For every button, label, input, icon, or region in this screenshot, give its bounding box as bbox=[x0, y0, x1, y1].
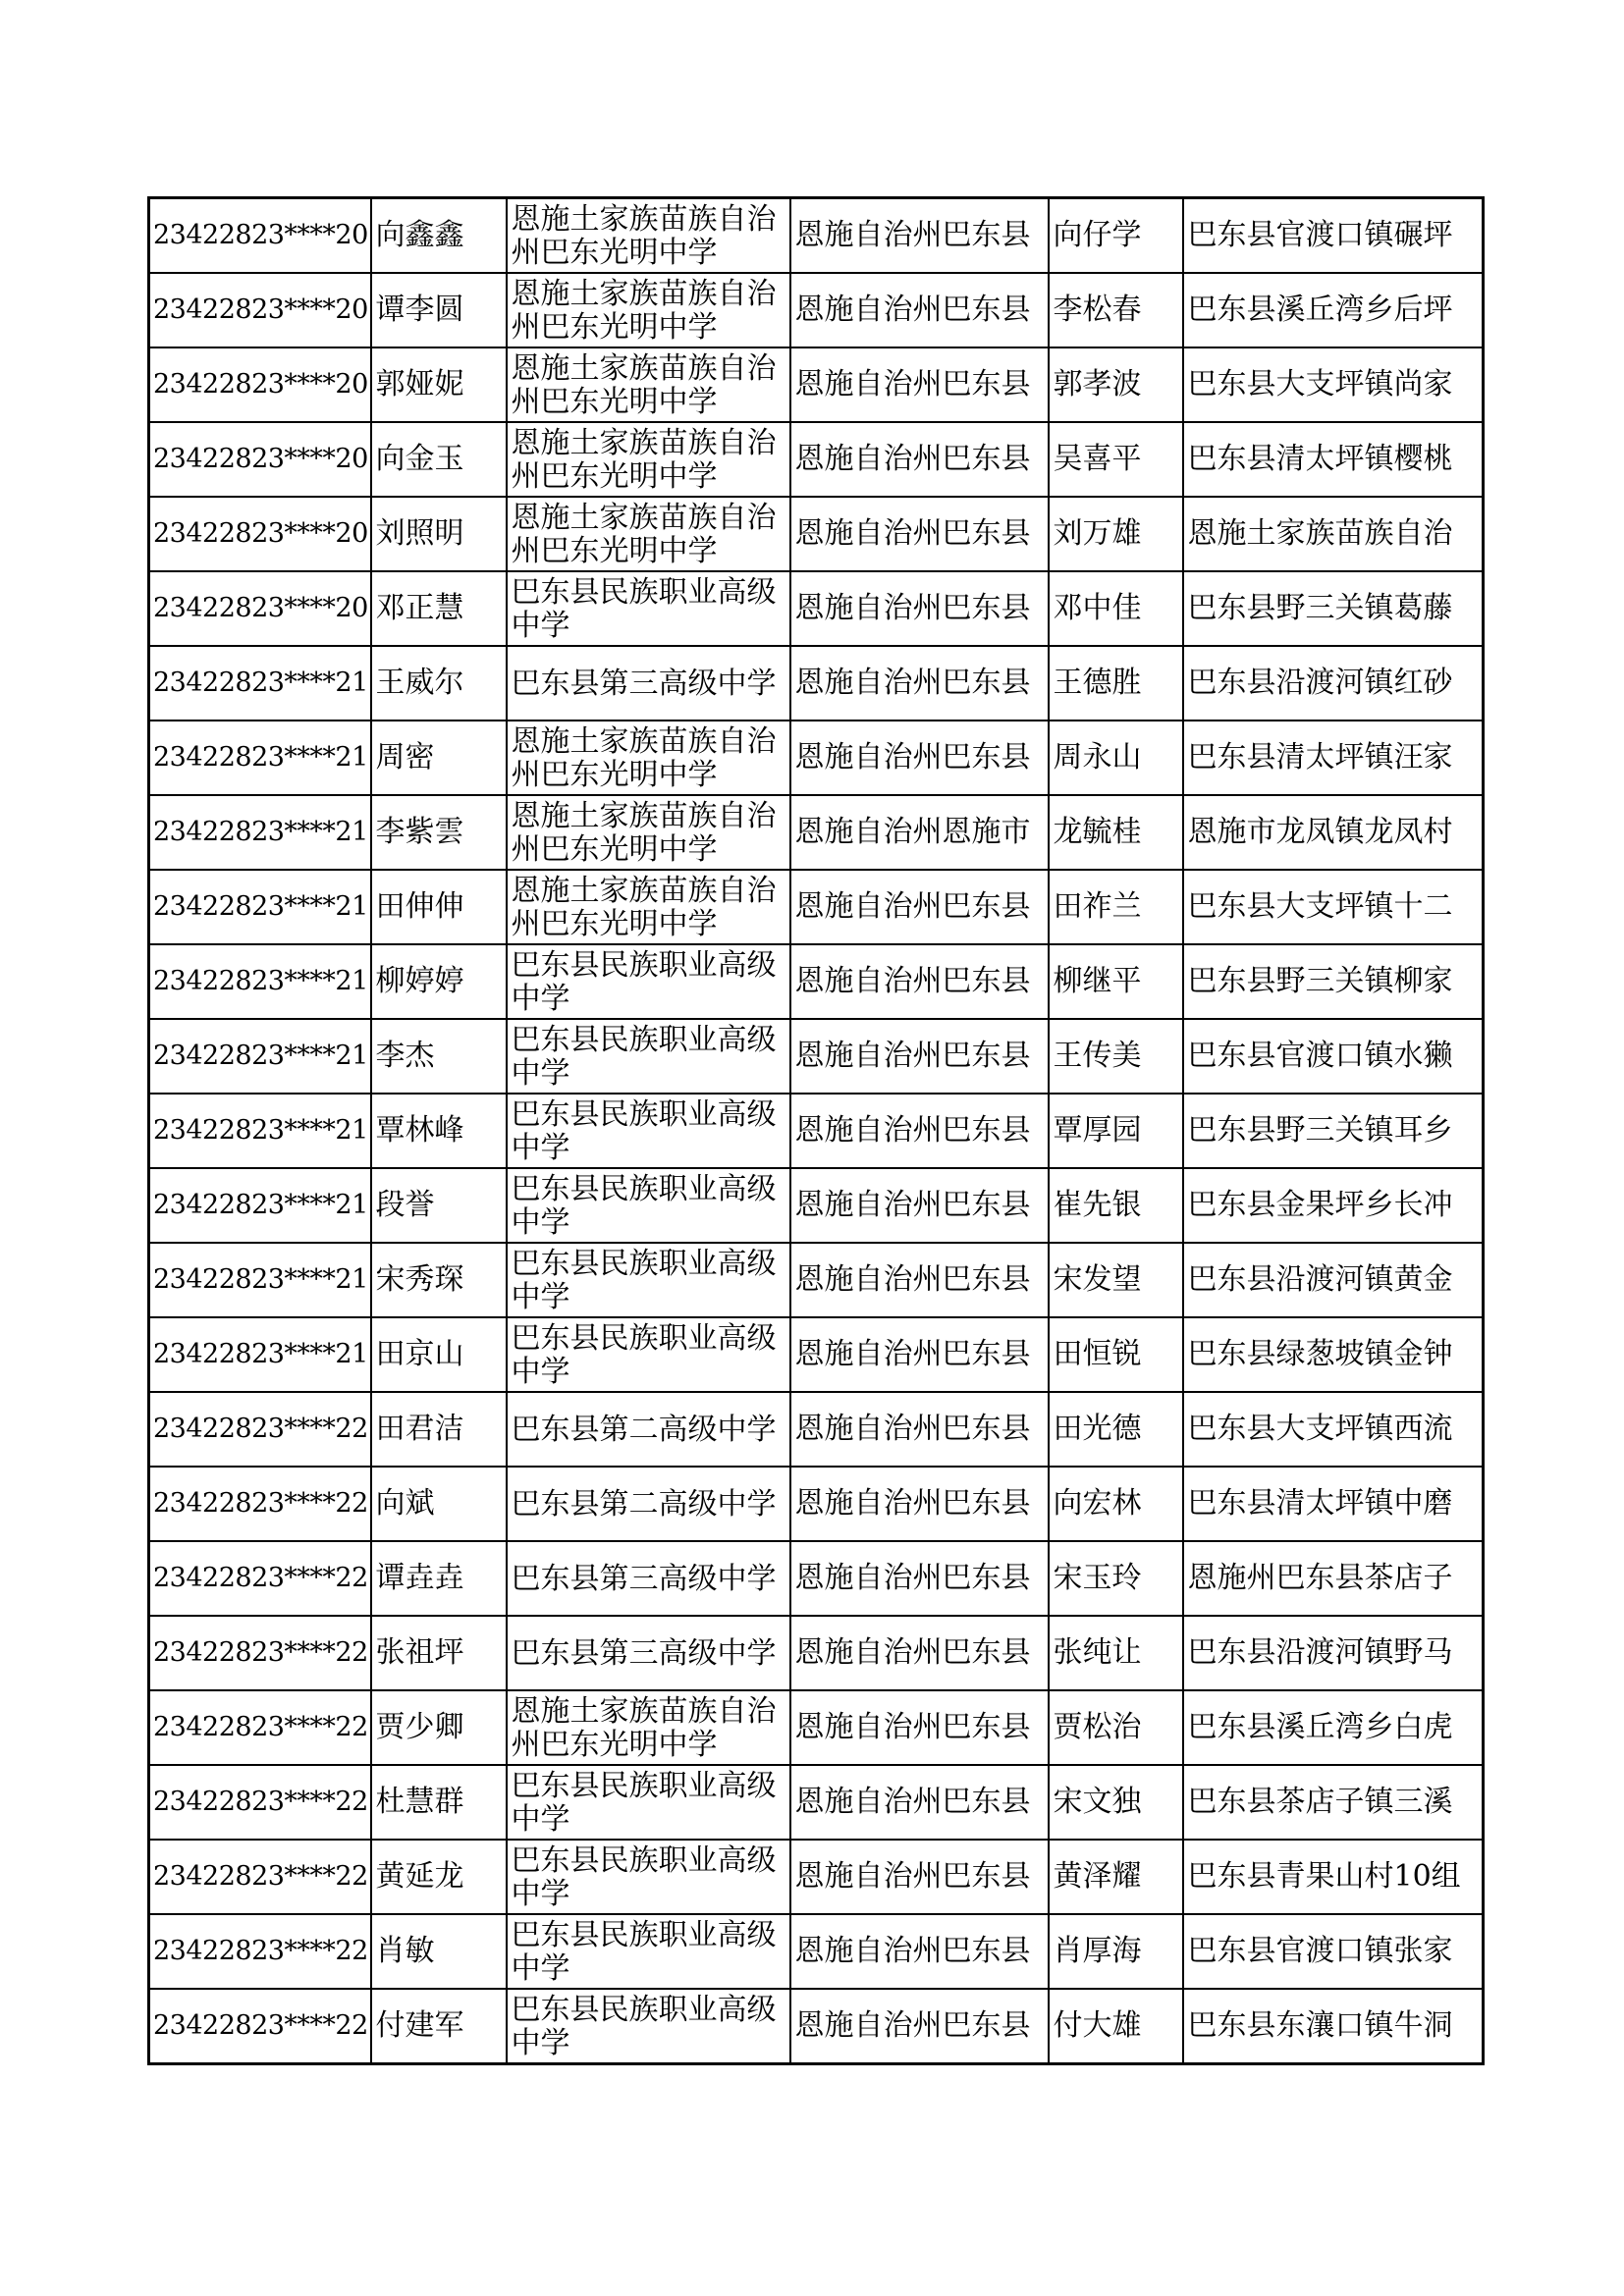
student-id-cell: 23422823****22 bbox=[149, 1616, 371, 1690]
school-line: 恩施土家族苗族自治 bbox=[511, 351, 777, 386]
school-cell bbox=[507, 571, 790, 646]
student-name-cell: 刘照明 bbox=[371, 497, 507, 571]
school-cell bbox=[507, 1019, 790, 1094]
region-cell: 恩施自治州巴东县 bbox=[790, 347, 1049, 422]
school-line: 巴东县民族职业高级 bbox=[511, 575, 777, 610]
address-cell: 恩施市龙凤镇龙凤村 bbox=[1183, 795, 1484, 870]
guardian-cell: 刘万雄 bbox=[1049, 497, 1183, 571]
table-row bbox=[149, 1840, 1484, 1914]
student-name-cell: 柳婷婷 bbox=[371, 944, 507, 1019]
school-line: 巴东县民族职业高级 bbox=[511, 1993, 777, 2027]
guardian-cell: 张纯让 bbox=[1049, 1616, 1183, 1690]
region-cell: 恩施自治州巴东县 bbox=[790, 1019, 1049, 1094]
guardian-cell: 肖厚海 bbox=[1049, 1914, 1183, 1989]
guardian-cell: 向宏林 bbox=[1049, 1467, 1183, 1541]
school-cell bbox=[507, 1840, 790, 1914]
region-cell: 恩施自治州巴东县 bbox=[790, 721, 1049, 795]
guardian-cell: 龙毓桂 bbox=[1049, 795, 1183, 870]
school-line: 巴东县民族职业高级 bbox=[511, 1918, 777, 1952]
region-cell: 恩施自治州巴东县 bbox=[790, 1243, 1049, 1317]
school-line: 州巴东光明中学 bbox=[511, 832, 718, 867]
region-cell: 恩施自治州巴东县 bbox=[790, 1914, 1049, 1989]
guardian-cell: 田光德 bbox=[1049, 1392, 1183, 1467]
school-cell bbox=[507, 646, 790, 721]
student-name-cell: 李紫雲 bbox=[371, 795, 507, 870]
address-cell: 巴东县沿渡河镇红砂 bbox=[1183, 646, 1484, 721]
address-cell: 巴东县青果山村10组 bbox=[1183, 1840, 1484, 1914]
school-line: 恩施土家族苗族自治 bbox=[511, 874, 777, 908]
region-cell: 恩施自治州巴东县 bbox=[790, 1989, 1049, 2064]
school-line: 巴东县民族职业高级 bbox=[511, 1023, 777, 1057]
guardian-cell: 李松春 bbox=[1049, 273, 1183, 347]
guardian-cell: 向仔学 bbox=[1049, 198, 1183, 274]
student-name-cell: 田伸伸 bbox=[371, 870, 507, 944]
table-row bbox=[149, 1765, 1484, 1840]
table-row bbox=[149, 1392, 1484, 1467]
school-line: 中学 bbox=[511, 1056, 570, 1091]
school-line: 中学 bbox=[511, 1280, 570, 1314]
school-line: 中学 bbox=[511, 1877, 570, 1911]
table-row bbox=[149, 1317, 1484, 1392]
address-cell: 巴东县茶店子镇三溪 bbox=[1183, 1765, 1484, 1840]
school-cell bbox=[507, 721, 790, 795]
table-body bbox=[149, 198, 1484, 2064]
region-cell: 恩施自治州巴东县 bbox=[790, 1392, 1049, 1467]
school-line: 中学 bbox=[511, 609, 570, 643]
student-id-cell: 23422823****21 bbox=[149, 1243, 371, 1317]
school-line: 巴东县民族职业高级 bbox=[511, 1097, 777, 1132]
address-cell: 巴东县大支坪镇十二 bbox=[1183, 870, 1484, 944]
region-cell: 恩施自治州巴东县 bbox=[790, 422, 1049, 497]
student-name-cell: 郭娅妮 bbox=[371, 347, 507, 422]
school-line: 巴东县民族职业高级 bbox=[511, 948, 777, 983]
school-line: 巴东县第三高级中学 bbox=[511, 667, 777, 701]
student-name-cell: 贾少卿 bbox=[371, 1690, 507, 1765]
student-id-cell: 23422823****20 bbox=[149, 273, 371, 347]
student-id-cell: 23422823****20 bbox=[149, 347, 371, 422]
region-cell: 恩施自治州巴东县 bbox=[790, 1765, 1049, 1840]
table-row bbox=[149, 1168, 1484, 1243]
school-line: 巴东县民族职业高级 bbox=[511, 1769, 777, 1803]
guardian-cell: 宋玉玲 bbox=[1049, 1541, 1183, 1616]
region-cell: 恩施自治州巴东县 bbox=[790, 1690, 1049, 1765]
school-line: 州巴东光明中学 bbox=[511, 1728, 718, 1762]
school-line: 巴东县民族职业高级 bbox=[511, 1321, 777, 1356]
table-row bbox=[149, 870, 1484, 944]
address-cell: 巴东县野三关镇葛藤 bbox=[1183, 571, 1484, 646]
table-row bbox=[149, 1989, 1484, 2064]
address-cell: 巴东县溪丘湾乡白虎 bbox=[1183, 1690, 1484, 1765]
student-name-cell: 邓正慧 bbox=[371, 571, 507, 646]
table-row bbox=[149, 1094, 1484, 1168]
school-cell bbox=[507, 795, 790, 870]
address-cell: 巴东县大支坪镇尚家 bbox=[1183, 347, 1484, 422]
school-cell bbox=[507, 1467, 790, 1541]
guardian-cell: 田恒锐 bbox=[1049, 1317, 1183, 1392]
student-id-cell: 23422823****21 bbox=[149, 1094, 371, 1168]
school-cell bbox=[507, 198, 790, 274]
student-name-cell: 周密 bbox=[371, 721, 507, 795]
address-cell: 恩施土家族苗族自治 bbox=[1183, 497, 1484, 571]
school-line: 恩施土家族苗族自治 bbox=[511, 426, 777, 460]
guardian-cell: 王传美 bbox=[1049, 1019, 1183, 1094]
address-cell: 恩施州巴东县茶店子 bbox=[1183, 1541, 1484, 1616]
table-row bbox=[149, 422, 1484, 497]
address-cell: 巴东县沿渡河镇野马 bbox=[1183, 1616, 1484, 1690]
address-cell: 巴东县清太坪镇樱桃 bbox=[1183, 422, 1484, 497]
address-cell: 巴东县野三关镇耳乡 bbox=[1183, 1094, 1484, 1168]
student-name-cell: 田京山 bbox=[371, 1317, 507, 1392]
student-id-cell: 23422823****21 bbox=[149, 1317, 371, 1392]
guardian-cell: 郭孝波 bbox=[1049, 347, 1183, 422]
table-row bbox=[149, 273, 1484, 347]
guardian-cell: 黄泽耀 bbox=[1049, 1840, 1183, 1914]
student-id-cell: 23422823****22 bbox=[149, 1914, 371, 1989]
guardian-cell: 宋发望 bbox=[1049, 1243, 1183, 1317]
region-cell: 恩施自治州巴东县 bbox=[790, 198, 1049, 274]
table-row bbox=[149, 1467, 1484, 1541]
school-cell bbox=[507, 1168, 790, 1243]
region-cell: 恩施自治州巴东县 bbox=[790, 870, 1049, 944]
school-line: 巴东县民族职业高级 bbox=[511, 1843, 777, 1878]
school-line: 巴东县民族职业高级 bbox=[511, 1247, 777, 1281]
student-name-cell: 谭李圆 bbox=[371, 273, 507, 347]
student-id-cell: 23422823****21 bbox=[149, 721, 371, 795]
school-line: 巴东县第三高级中学 bbox=[511, 1562, 777, 1596]
student-id-cell: 23422823****21 bbox=[149, 1019, 371, 1094]
student-name-cell: 王威尔 bbox=[371, 646, 507, 721]
table-row bbox=[149, 646, 1484, 721]
region-cell: 恩施自治州巴东县 bbox=[790, 646, 1049, 721]
school-line: 州巴东光明中学 bbox=[511, 236, 718, 270]
region-cell: 恩施自治州巴东县 bbox=[790, 571, 1049, 646]
student-name-cell: 向鑫鑫 bbox=[371, 198, 507, 274]
table-row bbox=[149, 1541, 1484, 1616]
school-line: 巴东县民族职业高级 bbox=[511, 1172, 777, 1206]
school-cell bbox=[507, 1541, 790, 1616]
school-line: 州巴东光明中学 bbox=[511, 310, 718, 345]
student-table bbox=[147, 196, 1485, 2065]
student-name-cell: 肖敏 bbox=[371, 1914, 507, 1989]
region-cell: 恩施自治州巴东县 bbox=[790, 1168, 1049, 1243]
student-id-cell: 23422823****21 bbox=[149, 795, 371, 870]
school-cell bbox=[507, 1094, 790, 1168]
region-cell: 恩施自治州巴东县 bbox=[790, 1467, 1049, 1541]
guardian-cell: 贾松治 bbox=[1049, 1690, 1183, 1765]
table-row bbox=[149, 795, 1484, 870]
school-line: 恩施土家族苗族自治 bbox=[511, 501, 777, 535]
school-line: 巴东县第二高级中学 bbox=[511, 1413, 777, 1447]
table-row bbox=[149, 944, 1484, 1019]
student-name-cell: 付建军 bbox=[371, 1989, 507, 2064]
school-cell bbox=[507, 1914, 790, 1989]
address-cell: 巴东县清太坪镇中磨 bbox=[1183, 1467, 1484, 1541]
guardian-cell: 覃厚园 bbox=[1049, 1094, 1183, 1168]
table-row bbox=[149, 1019, 1484, 1094]
school-cell bbox=[507, 1317, 790, 1392]
table-row bbox=[149, 1616, 1484, 1690]
guardian-cell: 宋文独 bbox=[1049, 1765, 1183, 1840]
guardian-cell: 王德胜 bbox=[1049, 646, 1183, 721]
address-cell: 巴东县官渡口镇碾坪 bbox=[1183, 198, 1484, 274]
region-cell: 恩施自治州巴东县 bbox=[790, 497, 1049, 571]
school-cell bbox=[507, 870, 790, 944]
school-line: 恩施土家族苗族自治 bbox=[511, 799, 777, 833]
school-line: 州巴东光明中学 bbox=[511, 459, 718, 494]
region-cell: 恩施自治州巴东县 bbox=[790, 1616, 1049, 1690]
student-id-cell: 23422823****20 bbox=[149, 198, 371, 274]
table-row bbox=[149, 571, 1484, 646]
address-cell: 巴东县大支坪镇西流 bbox=[1183, 1392, 1484, 1467]
address-cell: 巴东县官渡口镇张家 bbox=[1183, 1914, 1484, 1989]
region-cell: 恩施自治州巴东县 bbox=[790, 1541, 1049, 1616]
student-id-cell: 23422823****22 bbox=[149, 1467, 371, 1541]
school-line: 州巴东光明中学 bbox=[511, 758, 718, 792]
school-line: 巴东县第三高级中学 bbox=[511, 1636, 777, 1671]
school-cell bbox=[507, 1690, 790, 1765]
guardian-cell: 崔先银 bbox=[1049, 1168, 1183, 1243]
address-cell: 巴东县清太坪镇汪家 bbox=[1183, 721, 1484, 795]
table-row bbox=[149, 721, 1484, 795]
student-name-cell: 田君洁 bbox=[371, 1392, 507, 1467]
region-cell: 恩施自治州巴东县 bbox=[790, 273, 1049, 347]
school-line: 州巴东光明中学 bbox=[511, 907, 718, 941]
school-line: 州巴东光明中学 bbox=[511, 534, 718, 568]
guardian-cell: 吴喜平 bbox=[1049, 422, 1183, 497]
address-cell: 巴东县东瀼口镇牛洞 bbox=[1183, 1989, 1484, 2064]
student-id-cell: 23422823****21 bbox=[149, 646, 371, 721]
student-id-cell: 23422823****22 bbox=[149, 1765, 371, 1840]
school-line: 恩施土家族苗族自治 bbox=[511, 202, 777, 237]
region-cell: 恩施自治州巴东县 bbox=[790, 1840, 1049, 1914]
school-line: 中学 bbox=[511, 1131, 570, 1165]
student-id-cell: 23422823****20 bbox=[149, 571, 371, 646]
address-cell: 巴东县官渡口镇水獭 bbox=[1183, 1019, 1484, 1094]
table-row bbox=[149, 497, 1484, 571]
student-id-cell: 23422823****21 bbox=[149, 870, 371, 944]
student-id-cell: 23422823****22 bbox=[149, 1541, 371, 1616]
school-cell bbox=[507, 273, 790, 347]
school-line: 中学 bbox=[511, 982, 570, 1016]
region-cell: 恩施自治州巴东县 bbox=[790, 944, 1049, 1019]
student-id-cell: 23422823****20 bbox=[149, 422, 371, 497]
guardian-cell: 柳继平 bbox=[1049, 944, 1183, 1019]
student-id-cell: 23422823****21 bbox=[149, 1168, 371, 1243]
student-id-cell: 23422823****21 bbox=[149, 944, 371, 1019]
table-row bbox=[149, 347, 1484, 422]
guardian-cell: 周永山 bbox=[1049, 721, 1183, 795]
school-line: 恩施土家族苗族自治 bbox=[511, 277, 777, 311]
region-cell: 恩施自治州恩施市 bbox=[790, 795, 1049, 870]
guardian-cell: 邓中佳 bbox=[1049, 571, 1183, 646]
student-name-cell: 宋秀琛 bbox=[371, 1243, 507, 1317]
student-id-cell: 23422823****22 bbox=[149, 1392, 371, 1467]
student-name-cell: 张祖坪 bbox=[371, 1616, 507, 1690]
school-cell bbox=[507, 944, 790, 1019]
table-row bbox=[149, 198, 1484, 274]
address-cell: 巴东县野三关镇柳家 bbox=[1183, 944, 1484, 1019]
student-name-cell: 覃林峰 bbox=[371, 1094, 507, 1168]
address-cell: 巴东县沿渡河镇黄金 bbox=[1183, 1243, 1484, 1317]
school-line: 恩施土家族苗族自治 bbox=[511, 724, 777, 759]
school-line: 恩施土家族苗族自治 bbox=[511, 1694, 777, 1729]
region-cell: 恩施自治州巴东县 bbox=[790, 1094, 1049, 1168]
student-id-cell: 23422823****22 bbox=[149, 1840, 371, 1914]
student-name-cell: 李杰 bbox=[371, 1019, 507, 1094]
address-cell: 巴东县溪丘湾乡后坪 bbox=[1183, 273, 1484, 347]
school-cell bbox=[507, 422, 790, 497]
school-cell bbox=[507, 1243, 790, 1317]
region-cell: 恩施自治州巴东县 bbox=[790, 1317, 1049, 1392]
student-name-cell: 杜慧群 bbox=[371, 1765, 507, 1840]
student-name-cell: 黄延龙 bbox=[371, 1840, 507, 1914]
school-cell bbox=[507, 1616, 790, 1690]
table-row bbox=[149, 1690, 1484, 1765]
school-line: 巴东县第二高级中学 bbox=[511, 1487, 777, 1522]
school-line: 州巴东光明中学 bbox=[511, 385, 718, 419]
student-id-cell: 23422823****22 bbox=[149, 1690, 371, 1765]
address-cell: 巴东县绿葱坡镇金钟 bbox=[1183, 1317, 1484, 1392]
guardian-cell: 付大雄 bbox=[1049, 1989, 1183, 2064]
table-row bbox=[149, 1914, 1484, 1989]
table-row bbox=[149, 1243, 1484, 1317]
student-id-cell: 23422823****20 bbox=[149, 497, 371, 571]
address-cell: 巴东县金果坪乡长冲 bbox=[1183, 1168, 1484, 1243]
school-line: 中学 bbox=[511, 1205, 570, 1240]
school-line: 中学 bbox=[511, 2026, 570, 2060]
school-cell bbox=[507, 1392, 790, 1467]
student-id-cell: 23422823****22 bbox=[149, 1989, 371, 2064]
school-cell bbox=[507, 497, 790, 571]
school-line: 中学 bbox=[511, 1355, 570, 1389]
student-name-cell: 向斌 bbox=[371, 1467, 507, 1541]
student-name-cell: 段誉 bbox=[371, 1168, 507, 1243]
student-name-cell: 谭垚垚 bbox=[371, 1541, 507, 1616]
student-name-cell: 向金玉 bbox=[371, 422, 507, 497]
school-cell bbox=[507, 347, 790, 422]
school-line: 中学 bbox=[511, 1802, 570, 1837]
school-cell bbox=[507, 1765, 790, 1840]
guardian-cell: 田祚兰 bbox=[1049, 870, 1183, 944]
school-line: 中学 bbox=[511, 1951, 570, 1986]
school-cell bbox=[507, 1989, 790, 2064]
